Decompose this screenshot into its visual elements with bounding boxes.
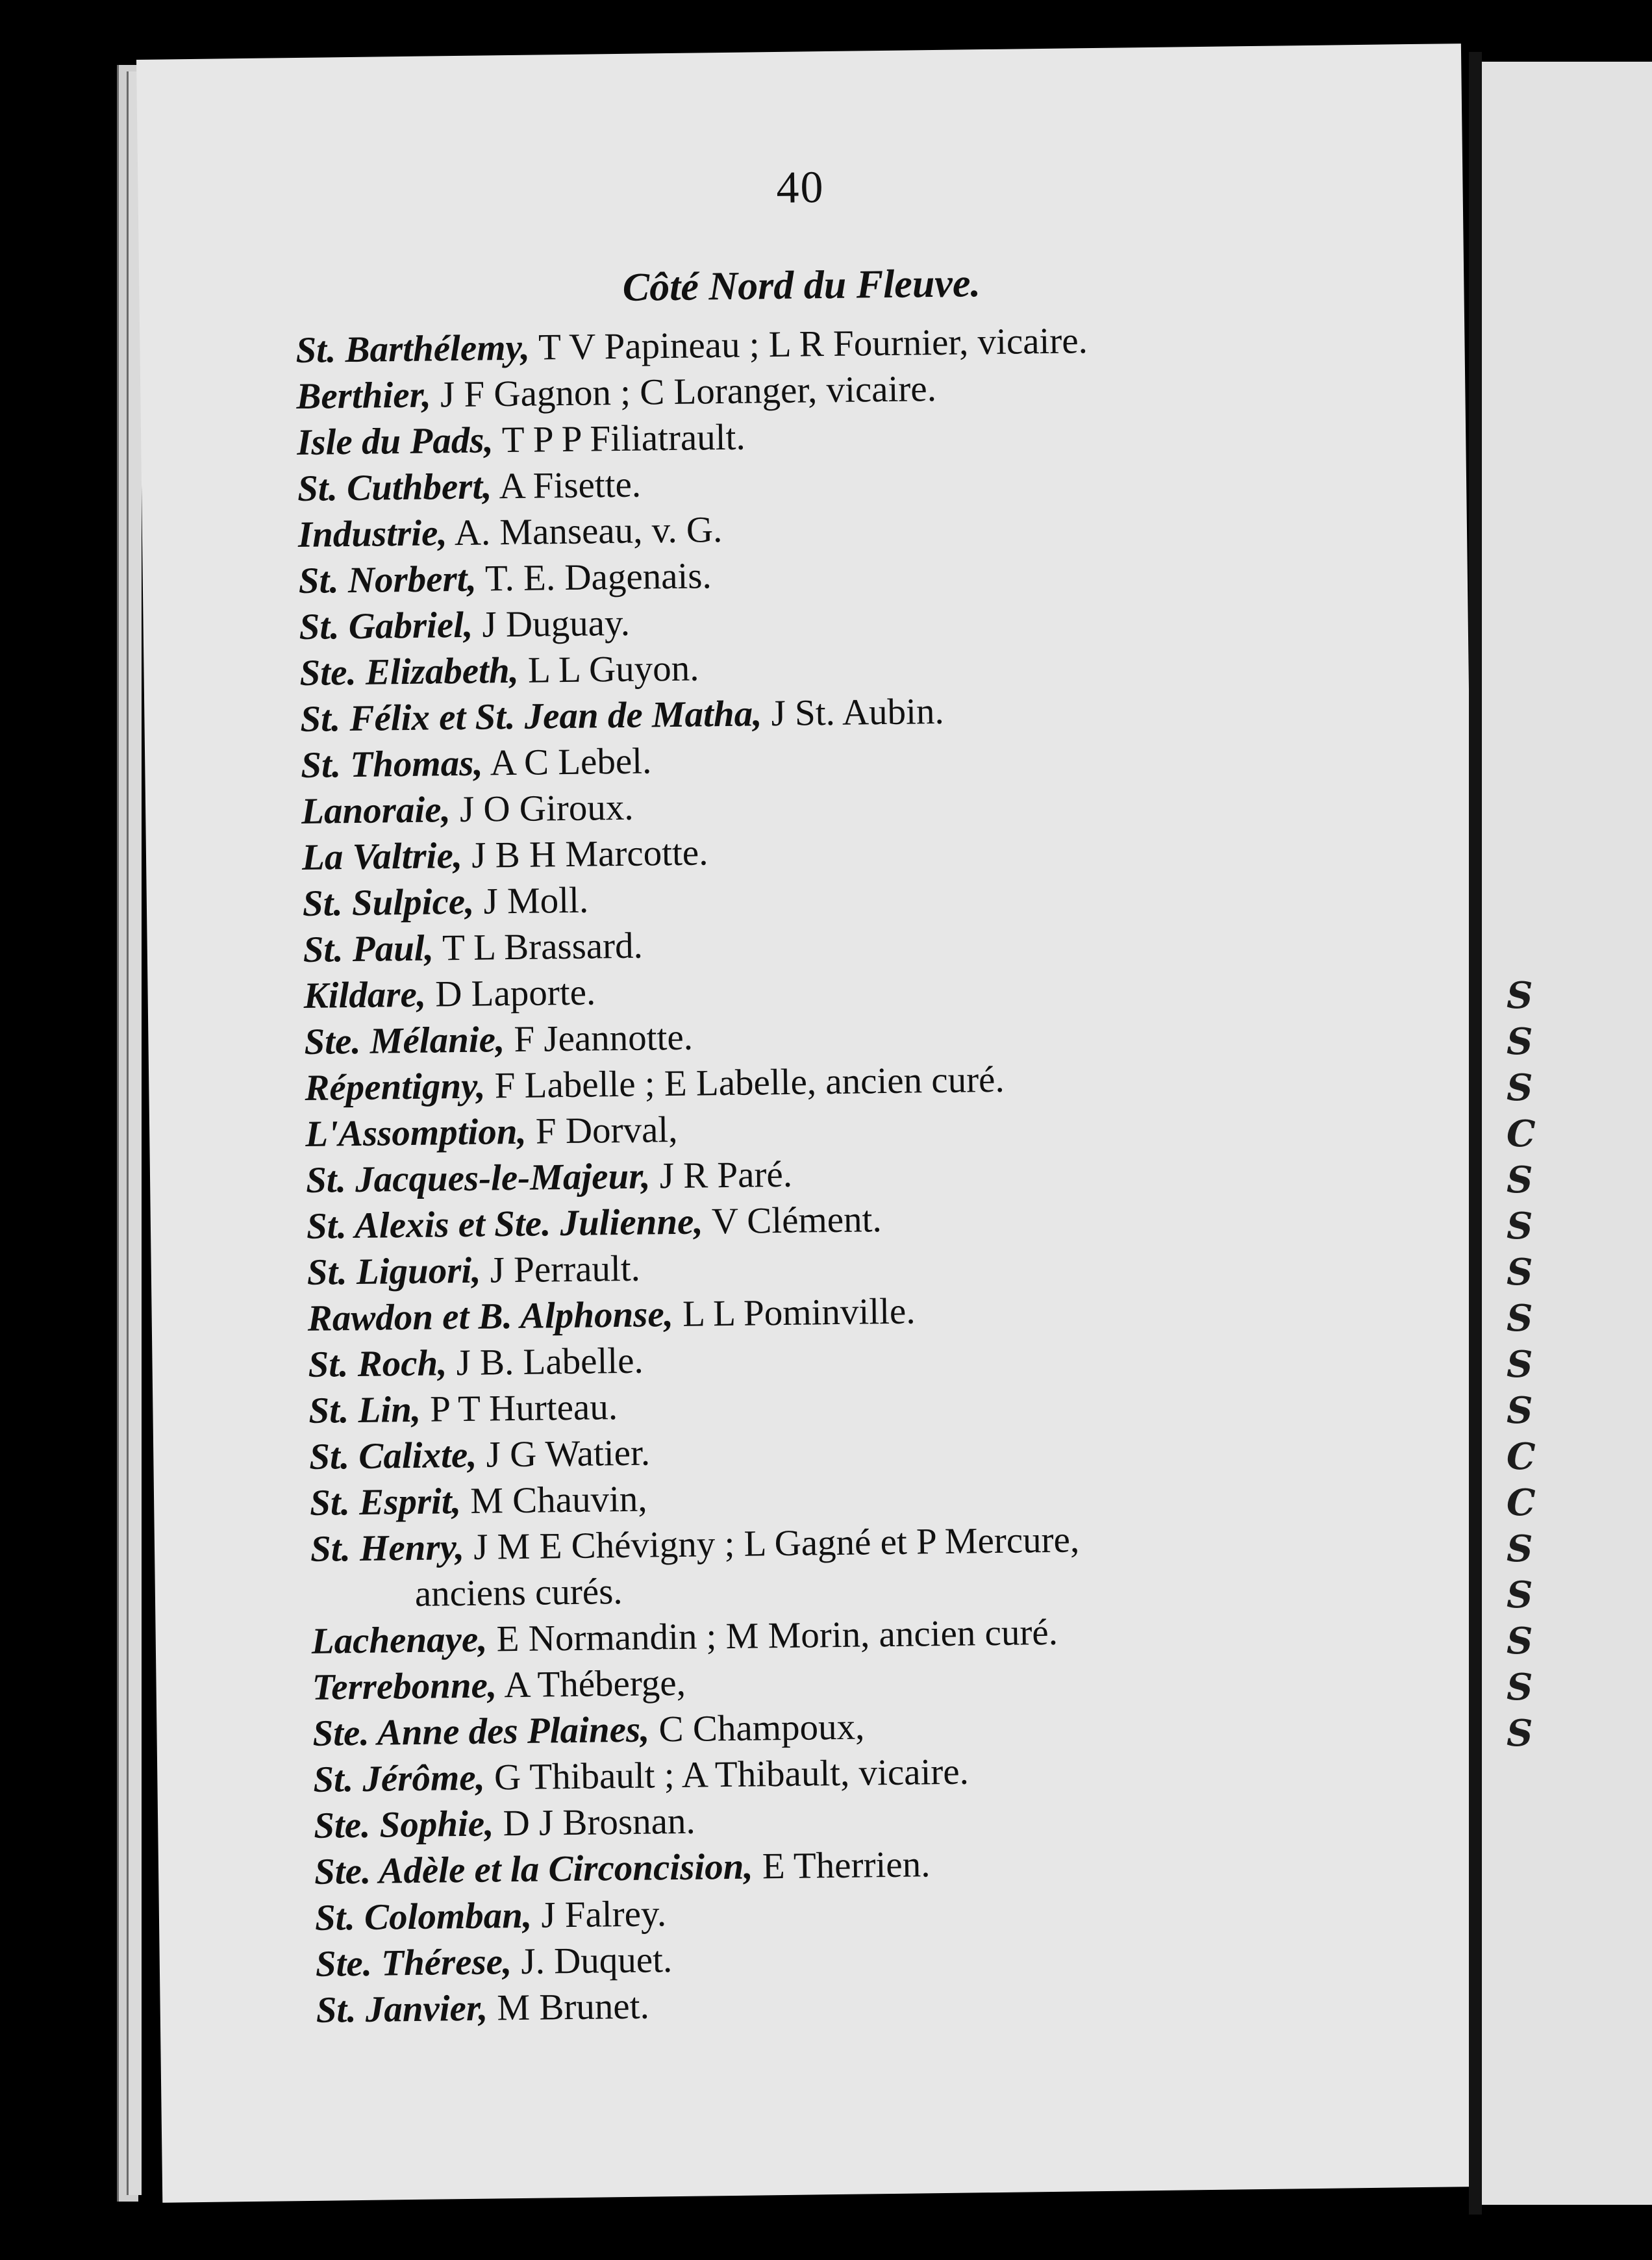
clergy-names: C Champoux, bbox=[658, 1706, 865, 1750]
parish-name: St. Lin, bbox=[308, 1388, 421, 1431]
facing-page-letter: S bbox=[1507, 1297, 1533, 1340]
parish-name: L'Assomption, bbox=[305, 1111, 527, 1155]
clergy-names: L L Pominville. bbox=[682, 1290, 916, 1335]
clergy-names: T V Papineau ; L R Fournier, vicaire. bbox=[538, 320, 1088, 368]
parish-name: Berthier, bbox=[295, 374, 432, 418]
parish-name: Lanoraie, bbox=[301, 789, 451, 832]
clergy-names: M Chauvin, bbox=[469, 1478, 647, 1522]
parish-name: Rawdon et B. Alphonse, bbox=[307, 1294, 674, 1339]
parish-name: St. Esprit, bbox=[309, 1481, 462, 1524]
clergy-names: F Dorval, bbox=[535, 1109, 678, 1152]
parish-name: Ste. Thérese, bbox=[315, 1941, 512, 1985]
parish-name: Industrie, bbox=[297, 512, 447, 556]
facing-page-letter: S bbox=[1507, 1666, 1533, 1709]
facing-page-letter: S bbox=[1507, 1620, 1533, 1663]
page-number: 40 bbox=[776, 162, 825, 213]
parish-name: St. Félix et St. Jean de Matha, bbox=[300, 693, 762, 740]
parish-name: Répentigny, bbox=[304, 1065, 486, 1109]
parish-name: St. Jacques-le-Majeur, bbox=[305, 1155, 651, 1201]
clergy-names: J R Paré. bbox=[659, 1153, 793, 1197]
clergy-names: A C Lebel. bbox=[490, 740, 652, 784]
clergy-names: F Jeannotte. bbox=[514, 1016, 694, 1061]
parish-list bbox=[295, 313, 1485, 2033]
clergy-names: P T Hurteau. bbox=[429, 1387, 618, 1430]
clergy-names: J. Duquet. bbox=[521, 1939, 673, 1982]
facing-page-letter: S bbox=[1507, 1020, 1533, 1063]
clergy-names: J Falrey. bbox=[541, 1893, 667, 1936]
parish-name: Lachenaye, bbox=[311, 1618, 488, 1662]
clergy-names: A Fisette. bbox=[499, 464, 642, 507]
parish-name: St. Henry, bbox=[310, 1527, 465, 1570]
parish-name: Ste. Mélanie, bbox=[304, 1019, 505, 1062]
clergy-names: J Moll. bbox=[483, 879, 589, 922]
book-gutter bbox=[1469, 52, 1482, 2215]
clergy-names: J B. Labelle. bbox=[456, 1340, 644, 1384]
facing-page-letter: S bbox=[1507, 1712, 1533, 1755]
parish-name: St. Cuthbert, bbox=[297, 466, 492, 510]
clergy-names: J St. Aubin. bbox=[771, 690, 945, 734]
clergy-names: V Clément. bbox=[711, 1199, 882, 1242]
parish-name: St. Liguori, bbox=[307, 1249, 481, 1293]
clergy-names: A Théberge, bbox=[503, 1662, 686, 1706]
parish-name: St. Alexis et Ste. Julienne, bbox=[306, 1201, 704, 1247]
clergy-names: T. E. Dagenais. bbox=[484, 555, 712, 599]
facing-page-letter: S bbox=[1507, 1251, 1533, 1294]
parish-name: St. Sulpice, bbox=[302, 881, 475, 924]
parish-name: St. Colomban, bbox=[314, 1894, 532, 1939]
clergy-names: D Laporte. bbox=[434, 972, 596, 1015]
parish-name: Terrebonne, bbox=[312, 1664, 497, 1708]
clergy-names: J M E Chévigny ; L Gagné et P Mercure, bbox=[473, 1519, 1080, 1568]
parish-name: Ste. Adèle et la Circoncision, bbox=[314, 1846, 753, 1892]
page-edge bbox=[127, 71, 142, 2195]
clergy-names: M Brunet. bbox=[497, 1985, 650, 2029]
book-page bbox=[136, 44, 1487, 2203]
clergy-names: J G Watier. bbox=[486, 1432, 651, 1475]
parish-name: Ste. Anne des Plaines, bbox=[312, 1709, 650, 1754]
facing-page-letter: S bbox=[1507, 1066, 1533, 1109]
entry-continuation: anciens curés. bbox=[414, 1571, 623, 1614]
clergy-names: A. Manseau, v. G. bbox=[454, 509, 723, 554]
parish-name: Ste. Elizabeth, bbox=[299, 649, 519, 694]
section-heading: Côté Nord du Fleuve. bbox=[622, 261, 981, 310]
clergy-names: J O Giroux. bbox=[459, 786, 634, 830]
facing-page-letter: S bbox=[1507, 1159, 1533, 1201]
parish-name: St. Thomas, bbox=[300, 742, 483, 786]
parish-name: Isle du Pads, bbox=[296, 420, 494, 464]
parish-name: St. Janvier, bbox=[316, 1987, 488, 2031]
parish-name: St. Roch, bbox=[308, 1342, 447, 1385]
facing-page-letter: C bbox=[1507, 1481, 1536, 1524]
clergy-names: T P P Filiatrault. bbox=[501, 416, 746, 461]
clergy-names: J Perrault. bbox=[490, 1248, 641, 1291]
clergy-names: T L Brassard. bbox=[442, 925, 644, 969]
parish-name: St. Norbert, bbox=[298, 558, 477, 602]
clergy-names: E Therrien. bbox=[762, 1844, 931, 1887]
facing-page-letter: S bbox=[1507, 974, 1533, 1017]
parish-name: Ste. Sophie, bbox=[313, 1803, 494, 1846]
clergy-names: J B H Marcotte. bbox=[471, 832, 708, 876]
facing-page-letter: C bbox=[1507, 1435, 1536, 1478]
parish-name: St. Jérôme, bbox=[312, 1757, 486, 1800]
clergy-names: G Thibault ; A Thibault, vicaire. bbox=[494, 1751, 970, 1798]
clergy-names: L L Guyon. bbox=[527, 647, 699, 691]
facing-page-letter: S bbox=[1507, 1205, 1533, 1248]
clergy-names: J F Gagnon ; C Loranger, vicaire. bbox=[440, 368, 937, 416]
parish-name: Kildare, bbox=[303, 973, 427, 1016]
facing-page-letter: S bbox=[1507, 1574, 1533, 1616]
clergy-names: E Normandin ; M Morin, ancien curé. bbox=[496, 1611, 1058, 1660]
facing-page-letter: S bbox=[1507, 1527, 1533, 1570]
parish-name: St. Paul, bbox=[303, 927, 434, 970]
clergy-names: F Labelle ; E Labelle, ancien curé. bbox=[494, 1059, 1005, 1107]
facing-page-letter: S bbox=[1507, 1389, 1533, 1432]
clergy-names: D J Brosnan. bbox=[503, 1800, 696, 1844]
parish-name: St. Gabriel, bbox=[299, 604, 473, 648]
parish-name: La Valtrie, bbox=[301, 835, 463, 878]
clergy-names: J Duguay. bbox=[482, 602, 631, 646]
parish-name: St. Calixte, bbox=[308, 1434, 477, 1477]
parish-name: St. Barthélemy, bbox=[295, 327, 531, 371]
facing-page-letter: S bbox=[1507, 1343, 1533, 1386]
facing-page-letter: C bbox=[1507, 1112, 1536, 1155]
